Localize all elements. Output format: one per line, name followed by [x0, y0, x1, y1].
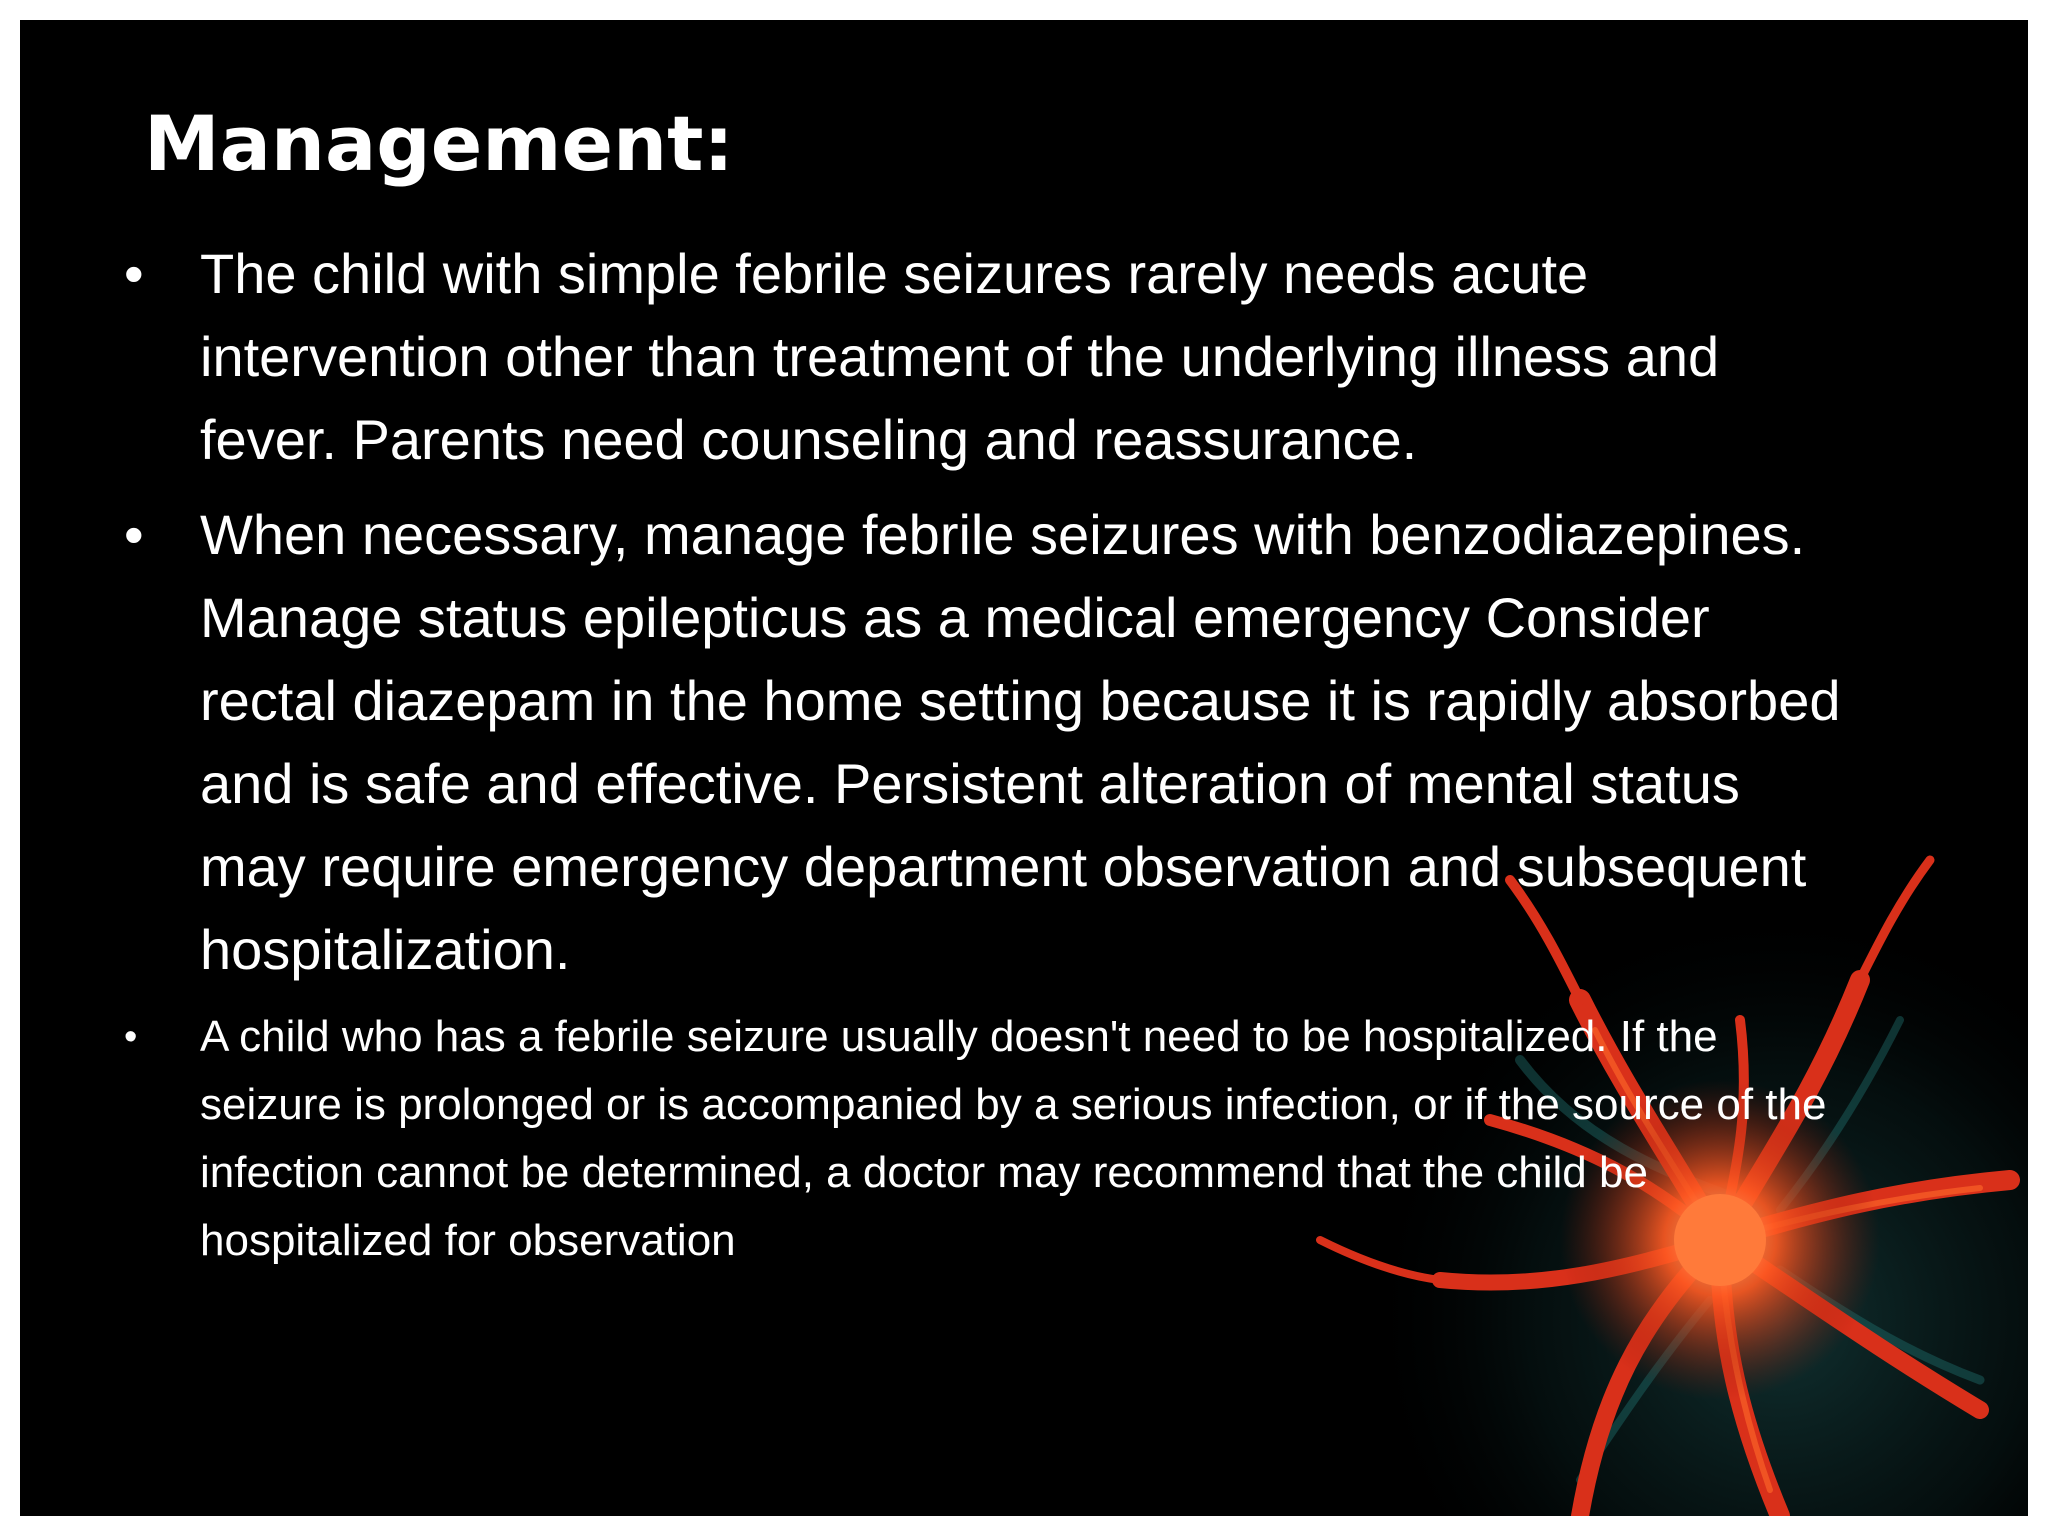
- bullet-icon: •: [124, 242, 144, 305]
- slide: [20, 20, 2028, 1516]
- bullet-icon: •: [124, 503, 144, 566]
- bullet-text: The child with simple febrile seizures rarely needs acute intervention other than treatment of the underlying illness and fever. Parents need counseling and reassurance.: [200, 242, 1720, 471]
- bullet-item: [20, 493, 1860, 991]
- bullet-icon: •: [124, 1016, 138, 1058]
- bullet-item: [20, 232, 1860, 481]
- bullet-list: [20, 232, 1920, 1275]
- bullet-text: A child who has a febrile seizure usually doesn't need to be hospitalized. If the seizure is prolonged or is accompanied by a serious infection, or if the source of the infection cannot be determined, a doctor may recommend that the child be hospitalized for observation: [200, 1012, 1827, 1265]
- bullet-item: [20, 1003, 1860, 1275]
- bullet-text: When necessary, manage febrile seizures with benzodiazepines. Manage status epilepticus as a medical emergency Consider rectal diazepam in the home setting because it is rapidly absorbed and is safe and effective. Persistent alteration of mental status may require emergency department observation and subsequent hospitalization.: [200, 503, 1841, 981]
- slide-title: Management:: [144, 99, 734, 188]
